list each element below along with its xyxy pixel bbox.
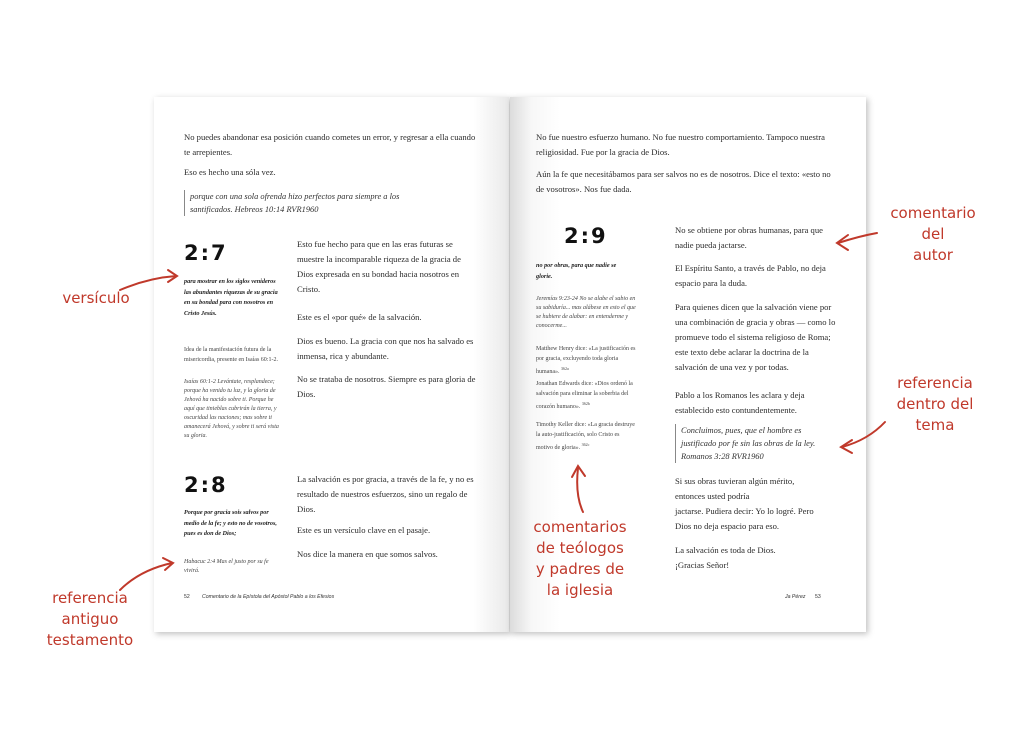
annotation-line: tema <box>915 416 955 434</box>
annotation-line: de teólogos <box>536 539 624 557</box>
old-testament-note-2-9: Jeremías 9:23-24 No se alabe el sabio en su sabiduría... mas alábese en esto el que se hubiere de alabar: en entenderme y conocerme... <box>536 296 636 329</box>
author-commentary-p5a: Si sus obras tuvieran algún mérito, entonces usted podría <box>675 476 795 501</box>
annotation-line: referencia <box>897 374 973 392</box>
author-commentary-p3: Para quienes dicen que la salvación viene por una combinación de gracia y obras — como lo promueve todo el sistema religioso de Roma; este texto debe aclarar la doctrina de la salvación de una vez y por todas. <box>675 302 836 372</box>
annotation-versiculo: versículo <box>62 289 130 307</box>
old-testament-note-2-8: Habacuc 2:4 Mas el justo por su fe vivirá. <box>184 559 269 574</box>
annotation-line: referencia <box>52 589 128 607</box>
theologian-note-henry-text: Matthew Henry dice: «La justificación es por gracia, excluyendo toda gloria humana». <box>536 346 636 375</box>
author-commentary-p1: No se obtiene por obras humanas, para que nadie pueda jactarse. <box>675 225 823 250</box>
annotation-line: la iglesia <box>546 581 614 599</box>
verse-number-2-9: 2:9 <box>564 224 608 248</box>
commentary-2-7-p2: Este es el «por qué» de la salvación. <box>297 312 422 322</box>
commentary-2-7-p1: Esto fue hecho para que en las eras futuras se muestre la incomparable riqueza de la gracia de Dios expresada en su bondad hacia nosotros en Cristo. <box>297 239 461 294</box>
intro-paragraph-1: No fue nuestro esfuerzo humano. No fue nuestro comportamiento. Tampoco nuestra religiosidad. Fue por la gracia de Dios. <box>536 132 825 157</box>
author-commentary-p2: El Espíritu Santo, a través de Pablo, no deja espacio para la duda. <box>675 263 826 288</box>
footnote-ref: 362a <box>561 366 569 371</box>
verse-text-2-9: no por obras, para que nadie se glorie. <box>536 262 617 280</box>
annotation-line: dentro del <box>896 395 974 413</box>
footer-author: Ja Pérez <box>785 594 806 600</box>
arrow-ref-at <box>120 563 172 590</box>
verse-number-2-7: 2:7 <box>184 241 228 265</box>
footer-book-title: Comentario de la Epístola del Apóstol Pablo a los Efesios <box>202 594 335 600</box>
intro-quote: porque con una sola ofrenda hizo perfectos para siempre a los santificados. Hebreos 10:14 RVR1960 <box>184 190 420 216</box>
annotation-line: comentarios <box>533 518 627 536</box>
annotation-line: del <box>921 225 945 243</box>
author-commentary-p4: Pablo a los Romanos les aclara y deja establecido esto contundentemente. <box>675 390 805 415</box>
commentary-2-7-p3: Dios es bueno. La gracia con que nos ha salvado es inmensa, rica y abundante. <box>297 336 474 361</box>
arrow-versiculo <box>120 276 176 290</box>
footnote-ref: 362c <box>581 442 590 447</box>
author-commentary-p6: La salvación es toda de Dios. <box>675 545 776 555</box>
footer-page-number-right: 53 <box>815 594 821 600</box>
annotation-line: antiguo <box>61 610 119 628</box>
author-commentary-p5b: jactarse. Pudiera decir: Yo lo logré. Pero Dios no deja espacio para eso. <box>675 506 814 531</box>
intro-paragraph-2: Eso es hecho una sóla vez. <box>184 167 276 177</box>
author-commentary-p7: ¡Gracias Señor! <box>675 560 730 570</box>
annotation-line: y padres de <box>535 560 625 578</box>
annotation-line: autor <box>913 246 953 264</box>
in-topic-reference-quote: Concluimos, pues, que el hombre es justificado por fe sin las obras de la ley. Romanos 3:28 RVR1960 <box>675 424 833 463</box>
annotation-line: comentario <box>890 204 976 222</box>
arrow-teologos <box>577 468 583 512</box>
footer-page-number-left: 52 <box>184 594 190 600</box>
theologian-note-keller-text: Timothy Keller dice: «La gracia destruye la auto-justificación, solo Cristo es motivo de gloria». <box>536 422 635 451</box>
verse-text-2-8: Porque por gracia sois salvos por medio de la fe; y esto no de vosotros, pues es don de Dios; <box>184 509 277 537</box>
annotation-line: testamento <box>46 631 134 649</box>
margin-note-2-7: Idea de la manifestación futura de la misericordia, presente en Isaías 60:1-2. <box>184 347 278 363</box>
verse-text-2-7: para mostrar en los siglos venideros las abundantes riquezas de su gracia en su bondad para con nosotros en Cristo Jesús. <box>184 278 278 317</box>
commentary-2-7-p4: No se trataba de nosotros. Siempre es para gloria de Dios. <box>297 374 476 399</box>
intro-paragraph-1: No puedes abandonar esa posición cuando cometes un error, y regresar a ella cuando te arrepientes. <box>184 132 476 157</box>
old-testament-note-2-7: Isaías 60:1-2 Levántate, resplandece; porque ha venido tu luz, y la gloria de Jehová ha nacido sobre ti. Porque he aquí que tinieblas cubrirán la tierra, y oscuridad las naciones; mas sobre ti amanecerá Jehová, y sobre ti será vista su gloria. <box>184 379 279 439</box>
commentary-2-8-p2: Este es un versículo clave en el pasaje. <box>297 525 431 535</box>
commentary-2-8-p1: La salvación es por gracia, a través de la fe, y no es resultado de nuestros esfuerzos, sino un regalo de Dios. <box>297 474 474 514</box>
intro-paragraph-2: Aún la fe que necesitábamos para ser salvos no es de nosotros. Dice el texto: «esto no de vosotros». Nos fue dada. <box>536 169 831 194</box>
commentary-2-8-p3: Nos dice la manera en que somos salvos. <box>297 549 438 559</box>
theologian-note-edwards-text: Jonathan Edwards dice: «Dios ordenó la salvación para eliminar la soberbia del corazón humano». <box>536 381 633 410</box>
verse-number-2-8: 2:8 <box>184 473 228 497</box>
footnote-ref: 362b <box>581 401 590 406</box>
